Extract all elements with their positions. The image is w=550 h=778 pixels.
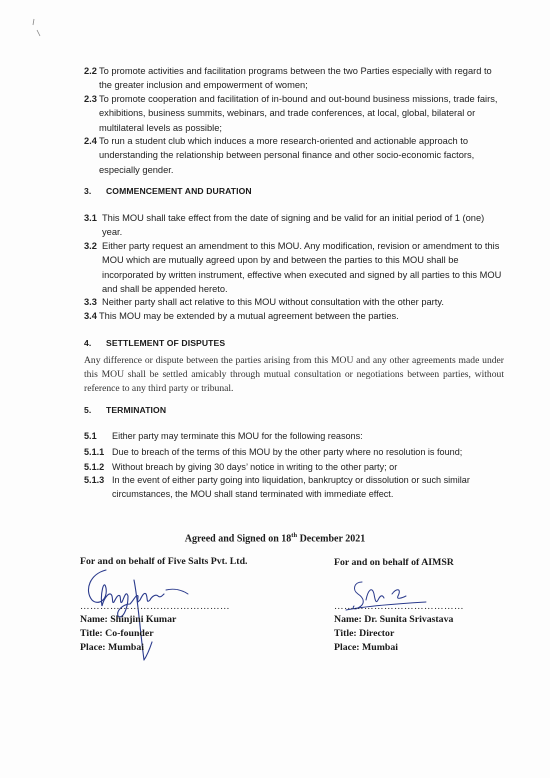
section-4-text: Any difference or dispute between the parties arising from this MOU and any other agreements made under this MOU shall be settled amicably through mutual consultation or negotiations between parties, without reference to any third party or tribunal. xyxy=(84,355,504,394)
termination-5-1-1: 5.1.1 Due to breach of the terms of this MOU by the other party where no resolution is found; xyxy=(84,447,463,457)
clause-2-2 xyxy=(84,64,504,93)
clause-2-4 xyxy=(84,134,504,177)
termination-5-1: 5.1 Either party may terminate this MOU for the following reasons: xyxy=(84,431,363,441)
signature-line-right: ………………………………… xyxy=(334,602,464,612)
clause-3-4 xyxy=(84,309,504,323)
termination-5-1-2: 5.1.2 Without breach by giving 30 days’ notice in writing to the other party; or xyxy=(84,462,398,472)
clause-number: 3.2 xyxy=(84,241,97,251)
signing-date: Agreed and Signed on 18th December 2021 xyxy=(184,532,366,545)
clause-text: Neither party shall act relative to this MOU without consultation with the other party. xyxy=(102,297,444,307)
clause-number: 2.2 xyxy=(84,66,97,76)
stray-pen-mark xyxy=(28,16,48,40)
clause-number: 3.4 xyxy=(84,311,97,321)
clause-text: To run a student club which induces a more research-oriented and actionable approach to understanding the relationship between personal finance and other socio-economic factors, especially gender. xyxy=(99,136,475,175)
clause-text: Either party request an amendment to this MOU. Any modification, revision or amendment to this MOU which are mutually agreed upon by and between the parties to this MOU shall be incorporated by written instrument, effective when executed and signed by all parties to this MOU and shall be appended hereto. xyxy=(102,241,502,294)
clause-number: 3.1 xyxy=(84,213,97,223)
party-left-header: For and on behalf of Five Salts Pvt. Ltd. xyxy=(80,556,248,567)
termination-5-1-3: 5.1.3 In the event of either party going into liquidation, bankruptcy or dissolution or such similar circumstances, the MOU shall stand terminated with immediate effect. xyxy=(84,475,470,500)
clause-3-2 xyxy=(84,239,504,296)
section-3-heading: 3. COMMENCEMENT AND DURATION xyxy=(84,186,252,196)
clause-number: 2.4 xyxy=(84,136,97,146)
party-right-header: For and on behalf of AIMSR xyxy=(334,557,454,568)
clause-text: To promote activities and facilitation programs between the two Parties especially with regard to the greater inclusion and empowerment of women; xyxy=(99,66,492,91)
clause-number: 2.3 xyxy=(84,94,97,104)
signature-line-left: ……………………………………… xyxy=(80,602,230,612)
clause-number: 3.3 xyxy=(84,297,97,307)
party-right-name: Name: Dr. Sunita Srivastava xyxy=(334,614,454,625)
party-right-place: Place: Mumbai xyxy=(334,642,398,653)
clause-3-3 xyxy=(84,295,504,309)
clause-text: To promote cooperation and facilitation of in-bound and out-bound business missions, trade fairs, exhibitions, business summits, webinars, and trade conferences, at local, global, bilateral or multilateral levels as possible; xyxy=(99,94,498,133)
clause-text: This MOU shall take effect from the date of signing and be valid for an initial period of 1 (one) year. xyxy=(102,213,485,238)
party-left-name: Name: Shinjini Kumar xyxy=(80,614,177,625)
section-4-heading: 4. SETTLEMENT OF DISPUTES xyxy=(84,338,226,348)
clause-3-1 xyxy=(84,211,504,240)
section-5-heading: 5. TERMINATION xyxy=(84,405,167,415)
clause-text: This MOU may be extended by a mutual agreement between the parties. xyxy=(99,311,399,321)
clause-2-3 xyxy=(84,92,504,135)
party-left-title: Title: Co-founder xyxy=(80,628,154,639)
party-right-title: Title: Director xyxy=(334,628,395,639)
party-left-place: Place: Mumbai xyxy=(80,642,144,653)
